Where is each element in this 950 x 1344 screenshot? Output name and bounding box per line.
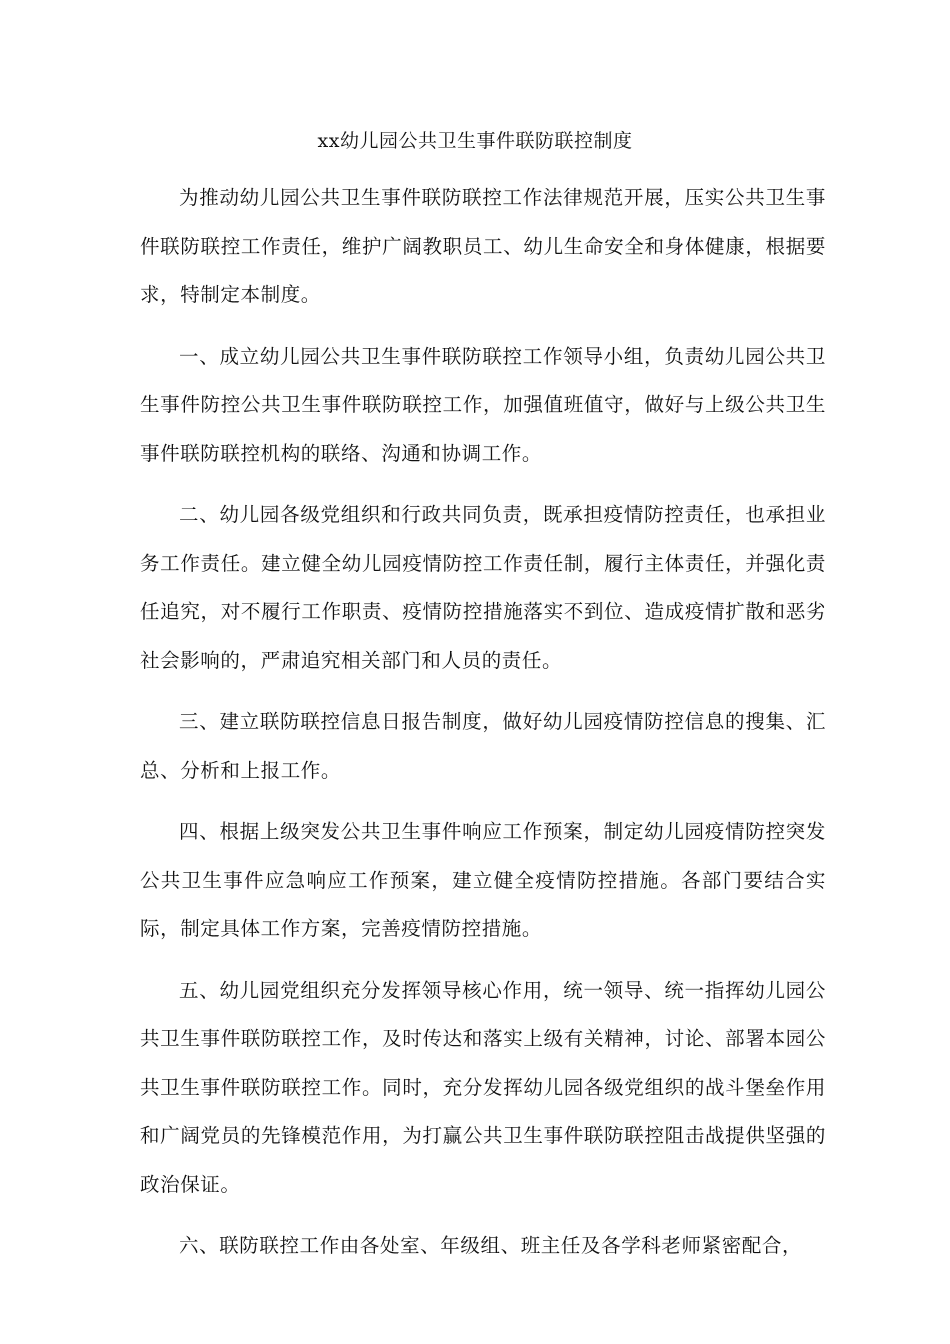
paragraph-item-1: 一、成立幼儿园公共卫生事件联防联控工作领导小组，负责幼儿园公共卫生事件防控公共卫生事件联防联控工作，加强值班值守，做好与上级公共卫生事件联防联控机构的联络、沟通和协调工作。 [140, 344, 826, 465]
paragraph-item-2: 二、幼儿园各级党组织和行政共同负责，既承担疫情防控责任，也承担业务工作责任。建立健全幼儿园疫情防控工作责任制，履行主体责任，并强化责任追究，对不履行工作职责、疫情防控措施落实不到位、造成疫情扩散和恶劣社会影响的，严肃追究相关部门和人员的责任。 [140, 503, 826, 672]
paragraph-intro: 为推动幼儿园公共卫生事件联防联控工作法律规范开展，压实公共卫生事件联防联控工作责任，维护广阔教职员工、幼儿生命安全和身体健康，根据要求，特制定本制度。 [140, 186, 826, 306]
document-body [140, 174, 826, 1284]
document-title: xx幼儿园公共卫生事件联防联控制度 [317, 130, 633, 152]
paragraph-item-4: 四、根据上级突发公共卫生事件响应工作预案，制定幼儿园疫情防控突发公共卫生事件应急响应工作预案，建立健全疫情防控措施。各部门要结合实际，制定具体工作方案，完善疫情防控措施。 [140, 820, 826, 940]
paragraph-item-5: 五、幼儿园党组织充分发挥领导核心作用，统一领导、统一指挥幼儿园公共卫生事件联防联控工作，及时传达和落实上级有关精神，讨论、部署本园公共卫生事件联防联控工作。同时，充分发挥幼儿园各级党组织的战斗堡垒作用和广阔党员的先锋模范作用，为打赢公共卫生事件联防联控阻击战提供坚强的政治保证。 [140, 978, 826, 1196]
paragraph-item-6: 六、联防联控工作由各处室、年级组、班主任及各学科老师紧密配合， [179, 1234, 803, 1257]
paragraph-item-3: 三、建立联防联控信息日报告制度，做好幼儿园疫情防控信息的搜集、汇总、分析和上报工作。 [140, 710, 826, 782]
